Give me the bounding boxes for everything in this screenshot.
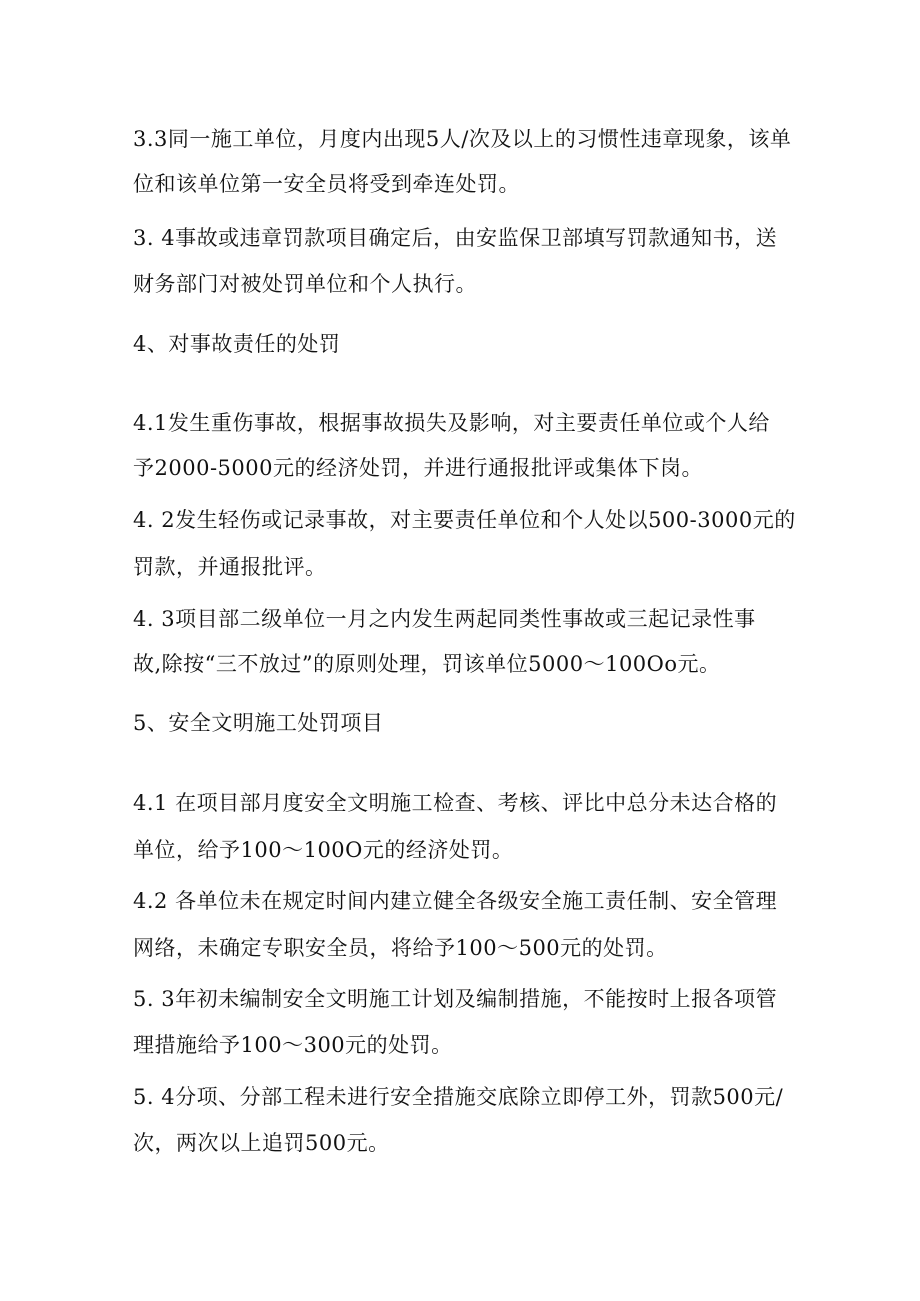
section-heading: 5、安全文明施工处罚项目 <box>133 711 384 735</box>
text-line: 4.2 各单位未在规定时间内建立健全各级安全施工责任制、安全管理 <box>133 889 778 913</box>
text-line: 次，两次以上追罚500元。 <box>133 1131 390 1155</box>
text-line: 予2000-5000元的经济处罚，并进行通报批评或集体下岗。 <box>133 456 703 480</box>
text-line: 5. 4分项、分部工程未进行安全措施交底除立即停工外，罚款500元/ <box>133 1085 784 1109</box>
text-line: 3.3同一施工单位，月度内出现5人/次及以上的习惯性违章现象，该单 <box>133 127 792 151</box>
text-line: 5. 3年初未编制安全文明施工计划及编制措施，不能按时上报各项管 <box>133 987 778 1011</box>
text-line: 4.1发生重伤事故，根据事故损失及影响，对主要责任单位或个人给 <box>133 411 770 435</box>
text-line: 4. 3项目部二级单位一月之内发生两起同类性事故或三起记录性事 <box>133 607 756 631</box>
text-line: 4.1 在项目部月度安全文明施工检查、考核、评比中总分未达合格的 <box>133 791 778 815</box>
text-line: 罚款，并通报批评。 <box>133 555 327 579</box>
text-line: 故,除按“三不放过”的原则处理，罚该单位5000～100Oo元。 <box>133 652 721 676</box>
text-line: 4. 2发生轻伤或记录事故，对主要责任单位和个人处以500-3000元的 <box>133 508 796 532</box>
text-line: 3. 4事故或违章罚款项目确定后，由安监保卫部填写罚款通知书，送 <box>133 226 778 250</box>
section-heading: 4、对事故责任的处罚 <box>133 332 341 356</box>
text-line: 财务部门对被处罚单位和个人执行。 <box>133 272 477 296</box>
text-line: 位和该单位第一安全员将受到牵连处罚。 <box>133 172 520 196</box>
text-line: 单位，给予100～100O元的经济处罚。 <box>133 838 514 862</box>
text-line: 理措施给予100～300元的处罚。 <box>133 1033 453 1057</box>
text-line: 网络，未确定专职安全员，将给予100～500元的处罚。 <box>133 936 668 960</box>
